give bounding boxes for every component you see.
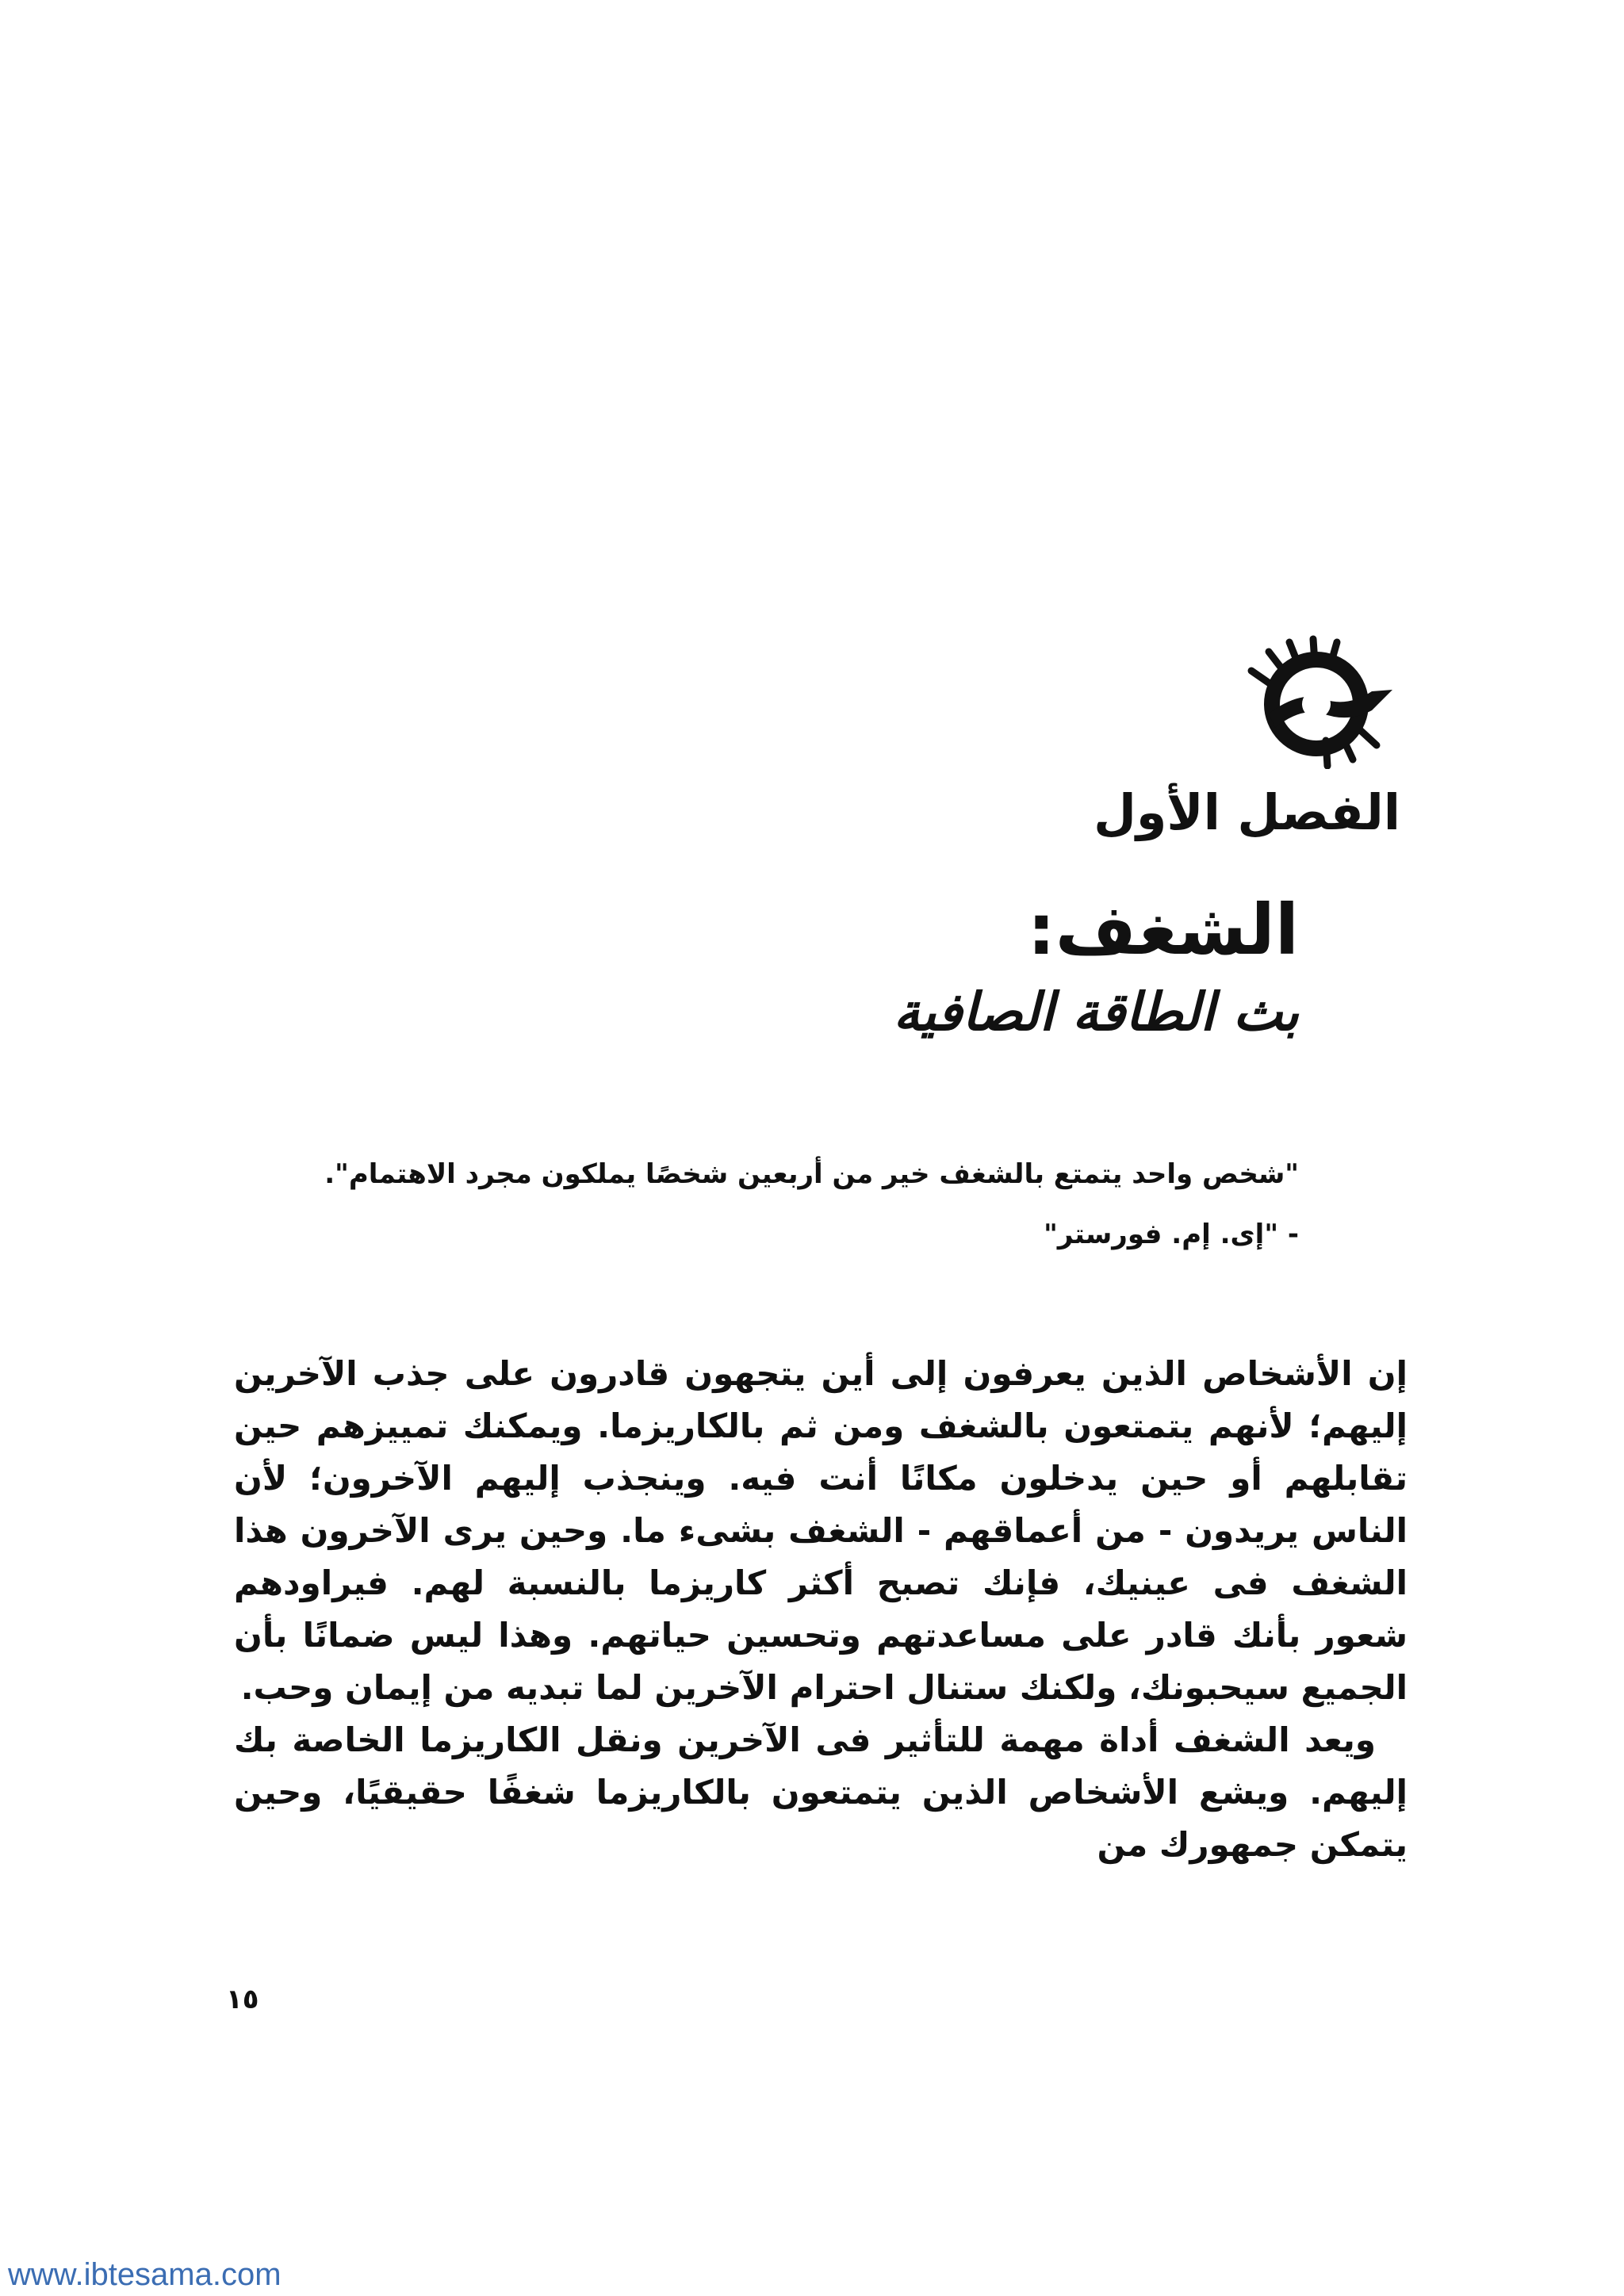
epigraph (268, 1148, 1299, 1261)
chapter-label: الفصل الأول (1094, 783, 1400, 841)
watermark-link[interactable]: www.ibtesama.com (8, 2257, 282, 2292)
page-number: ١٥ (226, 1984, 259, 2015)
epigraph-attribution: - "إى. إم. فورستر" (1044, 1219, 1299, 1250)
epigraph-quote: "شخص واحد يتمتع بالشغف خير من أربعين شخصًا يملكون مجرد الاهتمام". (324, 1158, 1299, 1190)
chapter-subtitle: بث الطاقة الصافية (893, 982, 1299, 1043)
body-text (234, 1348, 1408, 1871)
body-paragraph: ويعد الشغف أداة مهمة للتأثير فى الآخرين ونقل الكاريزما الخاصة بك إليهم. ويشع الأشخاص الذين يتمتعون بالكاريزما شغفًا حقيقيًا، وحين يتمكن جمهورك من (234, 1720, 1408, 1864)
body-paragraph: إن الأشخاص الذين يعرفون إلى أين يتجهون قادرون على جذب الآخرين إليهم؛ لأنهم يتمتعون بالشغف ومن ثم بالكاريزما. ويمكنك تمييزهم حين تقابلهم أو حين يدخلون مكانًا أنت فيه. وينجذب إليهم الآخرون؛ لأن الناس يريدون - من أعماقهم - الشغف بشىء ما. وحين يرى الآخرون هذا الشغف فى عينيك، فإنك تصبح أكثر كاريزما بالنسبة لهم. فيراودهم شعور بأنك قادر على مساعدتهم وتحسين حياتهم. وهذا ليس ضمانًا بأن الجميع سيحبونك، ولكنك ستنال احترام الآخرين لما تبديه من إيمان وحب. (234, 1354, 1408, 1707)
chapter-emblem-icon (1237, 634, 1396, 769)
chapter-title: الشغف: (1027, 889, 1299, 970)
